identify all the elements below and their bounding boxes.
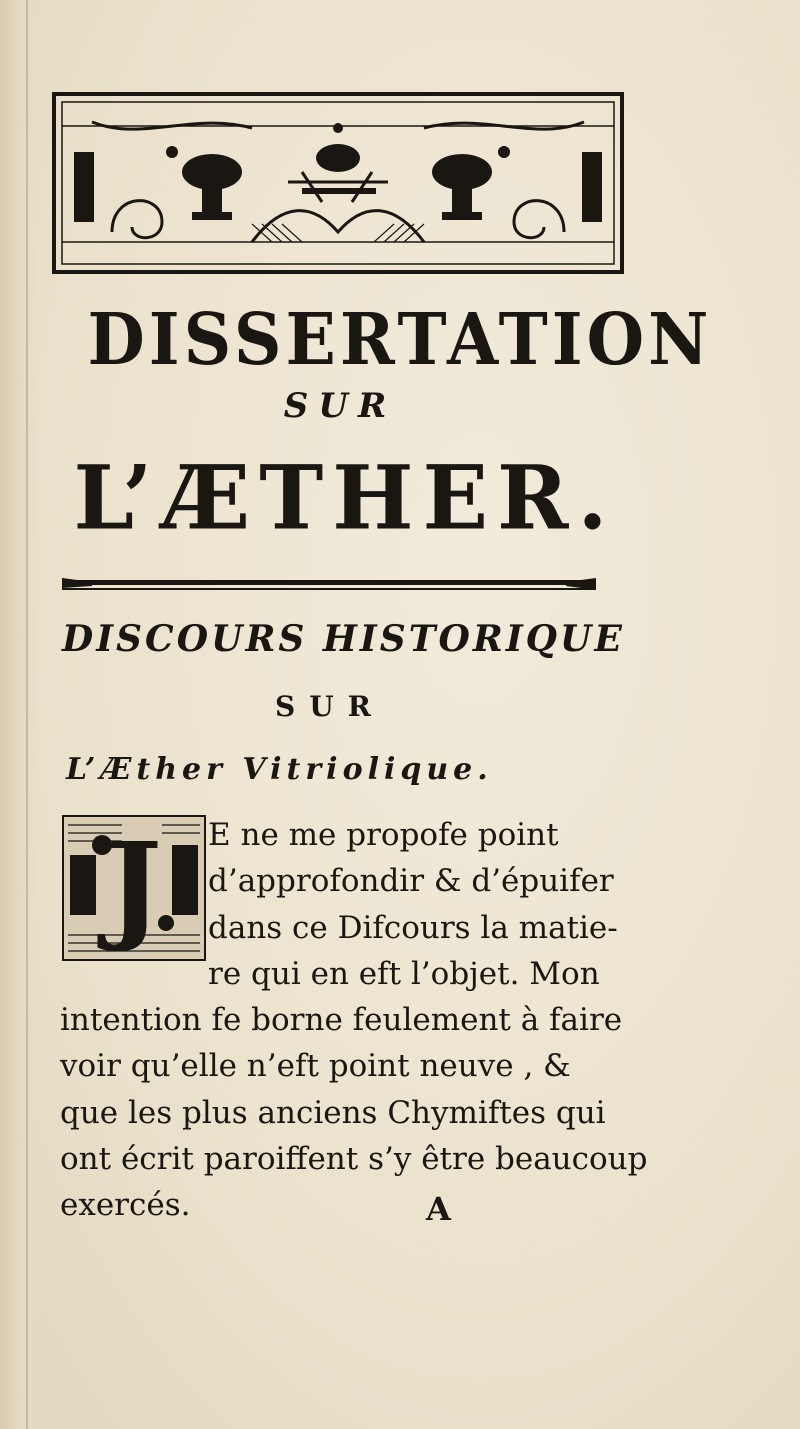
body-line: voir qu’elle n’eft point neuve , &	[60, 1048, 571, 1085]
title-dissertation: DISSERTATION	[87, 296, 713, 382]
body-line: dans ce Difcours la matie-	[208, 909, 618, 946]
ornamental-headpiece	[52, 92, 624, 274]
initial-letter: J	[106, 816, 162, 955]
signature-mark: A	[426, 1190, 451, 1228]
subtitle-discours: DISCOURS HISTORIQUE	[62, 618, 625, 660]
body-line: intention fe borne feulement à faire	[60, 1002, 623, 1039]
body-line: E ne me propofe point	[208, 817, 559, 853]
title-aether: L’ÆTHER.	[73, 446, 617, 551]
subtitle-sur: SUR	[275, 690, 385, 723]
body-line: re qui en eft l’objet. Mon	[208, 955, 600, 992]
subtitle-aether-vitriolique: L’Æther Vitriolique.	[66, 752, 493, 787]
title-sur: SUR	[283, 386, 397, 426]
divider-rule	[62, 574, 596, 598]
body-line: d’approfondir & d’épuifer	[208, 863, 614, 900]
body-line: exercés.	[60, 1187, 191, 1224]
body-line: ont écrit paroiffent s’y être beaucoup	[60, 1141, 648, 1178]
body-paragraph	[60, 812, 648, 1229]
body-line: que les plus anciens Chymiftes qui	[60, 1094, 606, 1131]
